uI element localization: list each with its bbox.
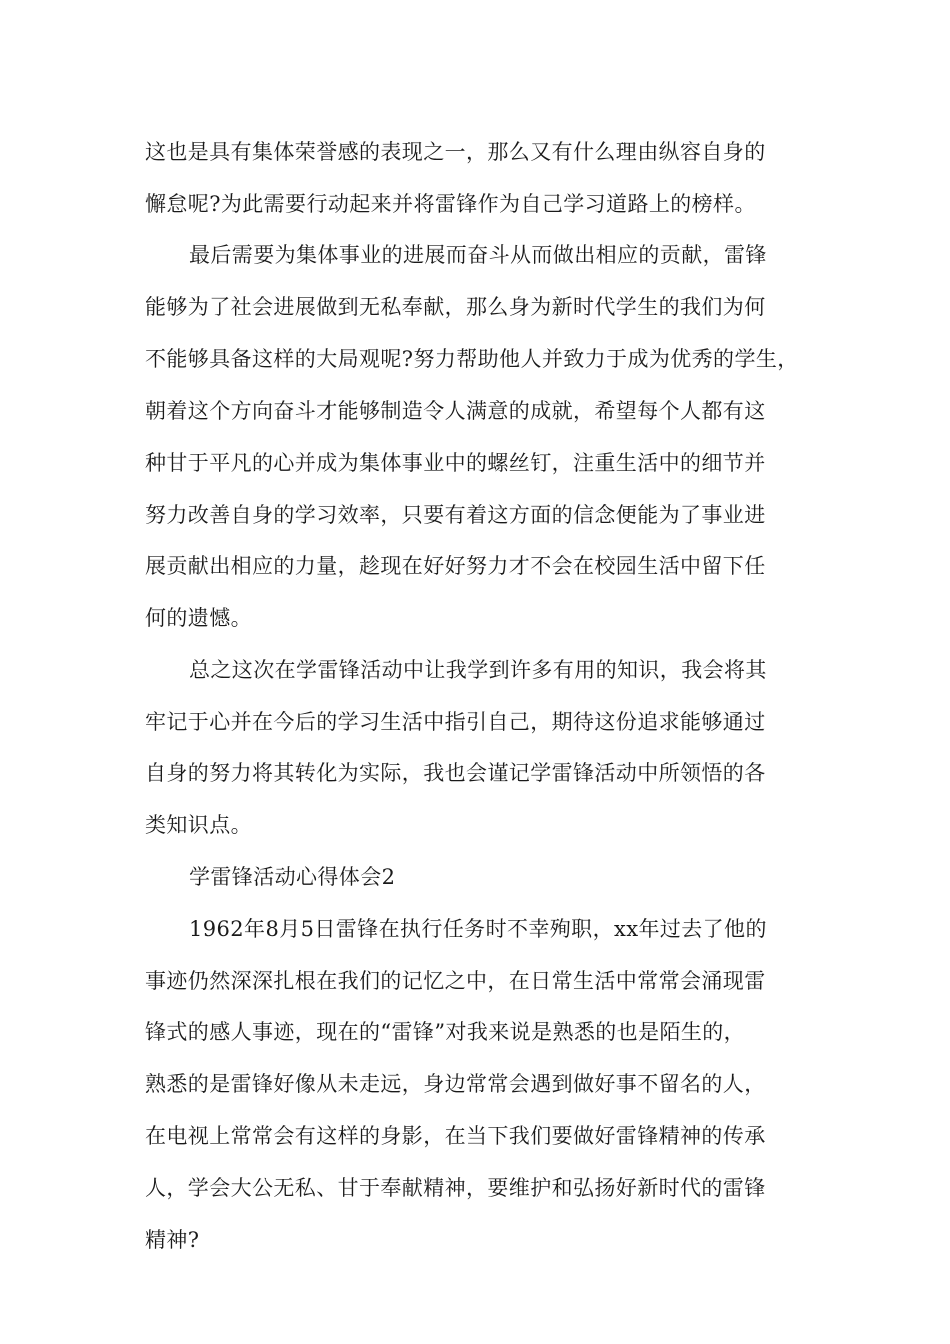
text-line: 人，学会大公无私、甘于奉献精神，要维护和弘扬好新时代的雷锋 xyxy=(145,1176,766,1200)
text-line: 懈怠呢?为此需要行动起来并将雷锋作为自己学习道路上的榜样。 xyxy=(145,192,756,216)
text-line: 在电视上常常会有这样的身影，在当下我们要做好雷锋精神的传承 xyxy=(145,1124,766,1148)
paragraph-start-line: 1962年8月5日雷锋在执行任务时不幸殉职，xx年过去了他的 xyxy=(189,917,767,941)
paragraph-start-line: 最后需要为集体事业的进展而奋斗从而做出相应的贡献，雷锋 xyxy=(189,243,767,267)
text-line: 朝着这个方向奋斗才能够制造令人满意的成就，希望每个人都有这 xyxy=(145,399,766,423)
text-line: 不能够具备这样的大局观呢?努力帮助他人并致力于成为优秀的学生， xyxy=(145,347,799,371)
text-line: 牢记于心并在今后的学习生活中指引自己，期待这份追求能够通过 xyxy=(145,710,766,734)
section-heading: 学雷锋活动心得体会2 xyxy=(189,865,396,889)
text-line: 自身的努力将其转化为实际，我也会谨记学雷锋活动中所领悟的各 xyxy=(145,761,766,785)
text-line: 类知识点。 xyxy=(145,813,252,837)
text-line: 精神? xyxy=(145,1228,200,1252)
text-line: 事迹仍然深深扎根在我们的记忆之中，在日常生活中常常会涌现雷 xyxy=(145,969,766,993)
text-line: 努力改善自身的学习效率，只要有着这方面的信念便能为了事业进 xyxy=(145,503,766,527)
text-line: 锋式的感人事迹，现在的“雷锋”对我来说是熟悉的也是陌生的， xyxy=(145,1020,746,1044)
text-line: 这也是具有集体荣誉感的表现之一，那么又有什么理由纵容自身的 xyxy=(145,140,766,164)
text-line: 熟悉的是雷锋好像从未走远，身边常常会遇到做好事不留名的人， xyxy=(145,1072,766,1096)
text-line: 何的遗憾。 xyxy=(145,606,252,630)
text-line: 种甘于平凡的心并成为集体事业中的螺丝钉，注重生活中的细节并 xyxy=(145,451,766,475)
text-line: 能够为了社会进展做到无私奉献，那么身为新时代学生的我们为何 xyxy=(145,295,766,319)
paragraph-start-line: 总之这次在学雷锋活动中让我学到许多有用的知识，我会将其 xyxy=(189,658,767,682)
text-line: 展贡献出相应的力量，趁现在好好努力才不会在校园生活中留下任 xyxy=(145,554,766,578)
